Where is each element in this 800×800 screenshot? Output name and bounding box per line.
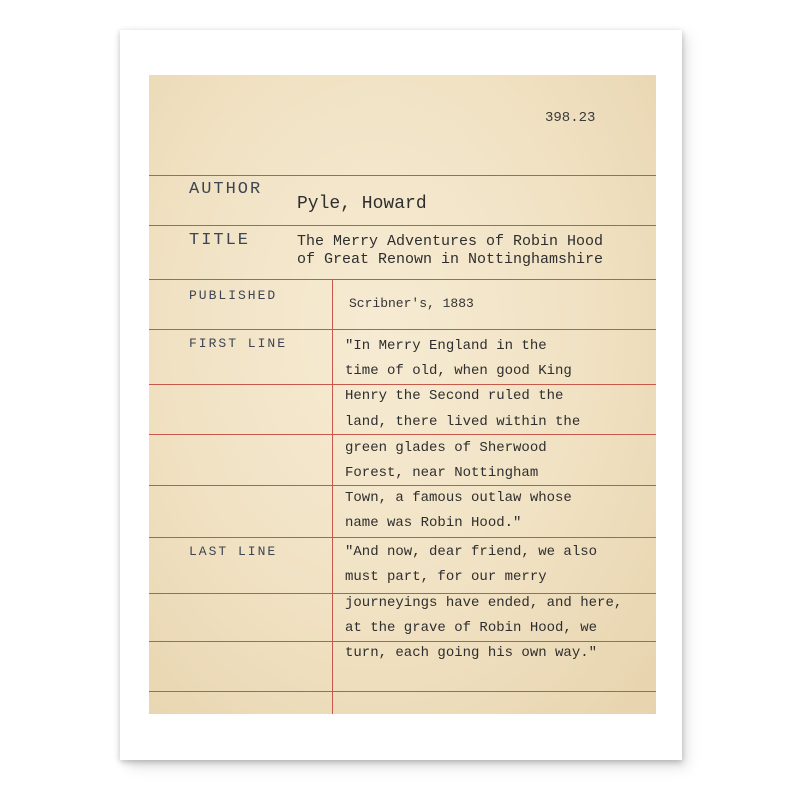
- first-line-text: Town, a famous outlaw whose: [345, 490, 572, 506]
- rule-line: [149, 225, 656, 226]
- rule-line: [149, 329, 656, 330]
- first-line-text: name was Robin Hood.": [345, 515, 522, 531]
- author-value: Pyle, Howard: [297, 194, 427, 214]
- last-line-label: LAST LINE: [189, 544, 278, 559]
- column-divider: [332, 279, 333, 714]
- last-line-text: must part, for our merry: [345, 569, 547, 585]
- first-line-text: land, there lived within the: [345, 414, 581, 430]
- published-value: Scribner's, 1883: [349, 296, 474, 311]
- rule-line: [149, 593, 656, 594]
- title-line: of Great Renown in Nottinghamshire: [297, 251, 604, 268]
- rule-line: [149, 485, 656, 486]
- first-line-text: time of old, when good King: [345, 363, 572, 379]
- last-line-text: "And now, dear friend, we also: [345, 544, 598, 560]
- library-catalog-card: [149, 75, 656, 714]
- title-line: The Merry Adventures of Robin Hood: [297, 233, 604, 250]
- title-value: [297, 233, 603, 269]
- rule-line: [149, 279, 656, 280]
- rule-line: [149, 537, 656, 538]
- rule-line: [149, 691, 656, 692]
- first-line-text: Forest, near Nottingham: [345, 465, 539, 481]
- first-line-text: "In Merry England in the: [345, 338, 547, 354]
- rule-line: [149, 384, 656, 385]
- call-number: 398.23: [545, 110, 596, 126]
- first-line-label: FIRST LINE: [189, 336, 288, 351]
- published-label: PUBLISHED: [189, 288, 278, 303]
- title-label: TITLE: [189, 231, 251, 250]
- rule-line: [149, 641, 656, 642]
- first-line-text: green glades of Sherwood: [345, 440, 547, 456]
- first-line-text: Henry the Second ruled the: [345, 388, 564, 404]
- last-line-text: turn, each going his own way.": [345, 645, 598, 661]
- author-label: AUTHOR: [189, 180, 263, 199]
- rule-line: [149, 434, 656, 435]
- last-line-text: journeyings have ended, and here,: [345, 595, 623, 611]
- rule-line: [149, 175, 656, 176]
- last-line-text: at the grave of Robin Hood, we: [345, 620, 598, 636]
